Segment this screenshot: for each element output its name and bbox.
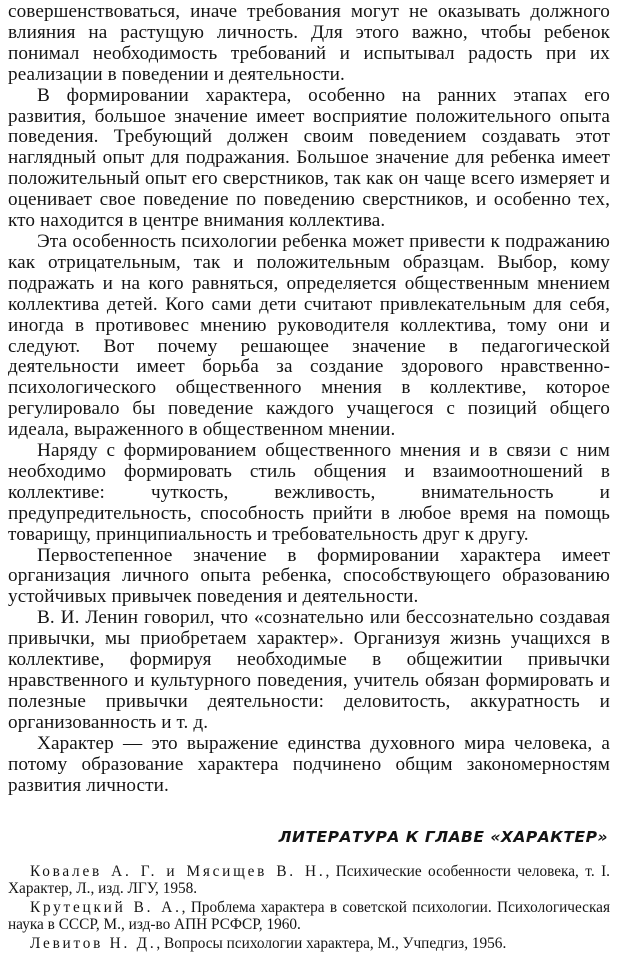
paragraph: В. И. Ленин говорил, что «сознательно или бессознательно создавая привычки, мы приобретаем характер». Организуя жизнь учащихся в коллективе, формируя необходимые в общежитии привычки нравственного и культурного поведения, учитель обязан формировать и полезные привычки деятельности: деловитость, аккуратность и организованность и т. д. <box>8 607 610 733</box>
paragraph: Наряду с формированием общественного мнения и в связи с ним необходимо формировать стиль общения и взаимоотношений в коллективе: чуткость, вежливость, внимательность и предупредительность, способность прийти в любое время на помощь товарищу, принципиальность и требовательность друг к другу. <box>8 440 610 545</box>
reference-item <box>8 864 610 898</box>
reference-text: , Проблема характера в советской психологии. Психологическая наука в СССР, М., изд-во АПН РСФСР, 1960. <box>8 899 610 933</box>
literature-heading: ЛИТЕРАТУРА К ГЛАВЕ «ХАРАКТЕР» <box>278 828 608 847</box>
reference-item <box>8 900 610 934</box>
paragraph: Характер — это выражение единства духовного мира человека, а потому образование характера подчинено общим закономерностям развития личности. <box>8 732 610 796</box>
paragraph: Эта особенность психологии ребенка может привести к подражанию как отрицательным, так и положительным образцам. Выбор, кому подражать и на кого равняться, определяется общественным мнением коллектива детей. Кого сами дети считают привлекательным для себя, иногда в противовес мнению руководителя коллектива, тому они и следуют. Вот почему решающее значение в педагогической деятельности имеет борьба за создание здорового нравственно-психологического общественного мнения в коллективе, которое регулировало бы поведение каждого учащегося с позиций общего идеала, выраженного в общественном мнении. <box>8 230 610 441</box>
paragraph: совершенствоваться, иначе требования могут не оказывать должного влияния на растущую личность. Для этого важно, чтобы ребенок понимал необходимость требований и испытывал радость при их реализации в поведении и деятельности. <box>8 1 610 85</box>
reference-item <box>8 936 610 953</box>
paragraph: В формировании характера, особенно на ранних этапах его развития, большое значение имеет восприятие положительного опыта поведения. Требующий должен своим поведением создавать этот наглядный опыт для подражания. Большое значение для ребенка имеет положительный опыт его сверстников, так как он чаще всего измеряет и оценивает свое поведение по поведению сверстников, и особенно тех, кто находится в центре внимания коллектива. <box>8 84 610 232</box>
reference-author: Ковалев А. Г. и Мясищев В. Н. <box>30 863 326 881</box>
reference-list <box>8 864 610 952</box>
reference-text: , Психические особенности человека, т. I. Характер, Л., изд. ЛГУ, 1958. <box>8 863 611 898</box>
reference-author: Левитов Н. Д. <box>30 934 157 952</box>
paragraph: Первостепенное значение в формировании характера имеет организация личного опыта ребенка, способствующего образованию устойчивых привычек поведения и деятельности. <box>8 544 610 608</box>
reference-text: , Вопросы психологии характера, М., Учпедгиз, 1956. <box>156 934 507 952</box>
reference-author: Крутецкий В. А. <box>30 899 182 917</box>
body-text <box>8 2 610 796</box>
